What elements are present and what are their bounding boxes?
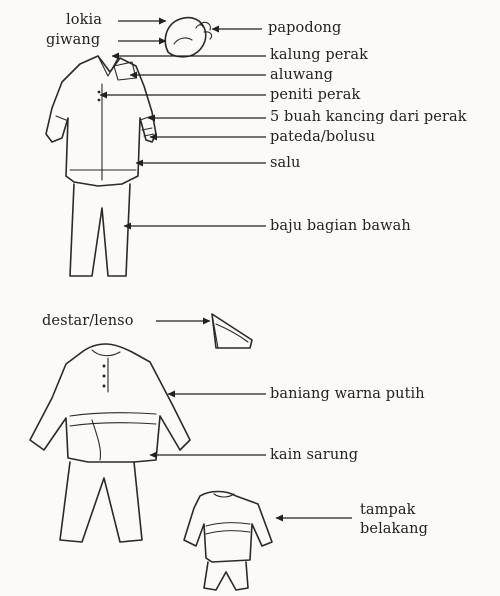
label-kain-sarung: kain sarung [270,447,359,463]
kain-sarung-drawing [60,462,142,542]
destar-hat-drawing [212,314,252,348]
label-aluwang: aluwang [270,67,333,83]
label-pateda-bolusu: pateda/bolusu [270,129,376,145]
label-giwang: giwang [46,32,101,48]
label-tampak: tampak [360,502,416,518]
label-papodong: papodong [268,20,342,36]
label-baju-bagian-bawah: baju bagian bawah [270,218,411,234]
lower-garment-drawing [70,184,130,276]
label-kalung-perak: kalung perak [270,47,369,63]
label-salu: salu [270,155,301,171]
baniang-shirt-drawing [30,344,190,462]
hair-bun-drawing [165,18,211,57]
label-destar-lenso: destar/lenso [42,313,134,329]
label-kancing: 5 buah kancing dari perak [270,109,467,125]
back-view-drawing [184,492,272,591]
label-peniti-perak: peniti perak [270,87,361,103]
label-belakang: belakang [360,521,428,537]
label-lokia: lokia [66,12,102,28]
label-baniang-warna-putih: baniang warna putih [270,386,425,402]
